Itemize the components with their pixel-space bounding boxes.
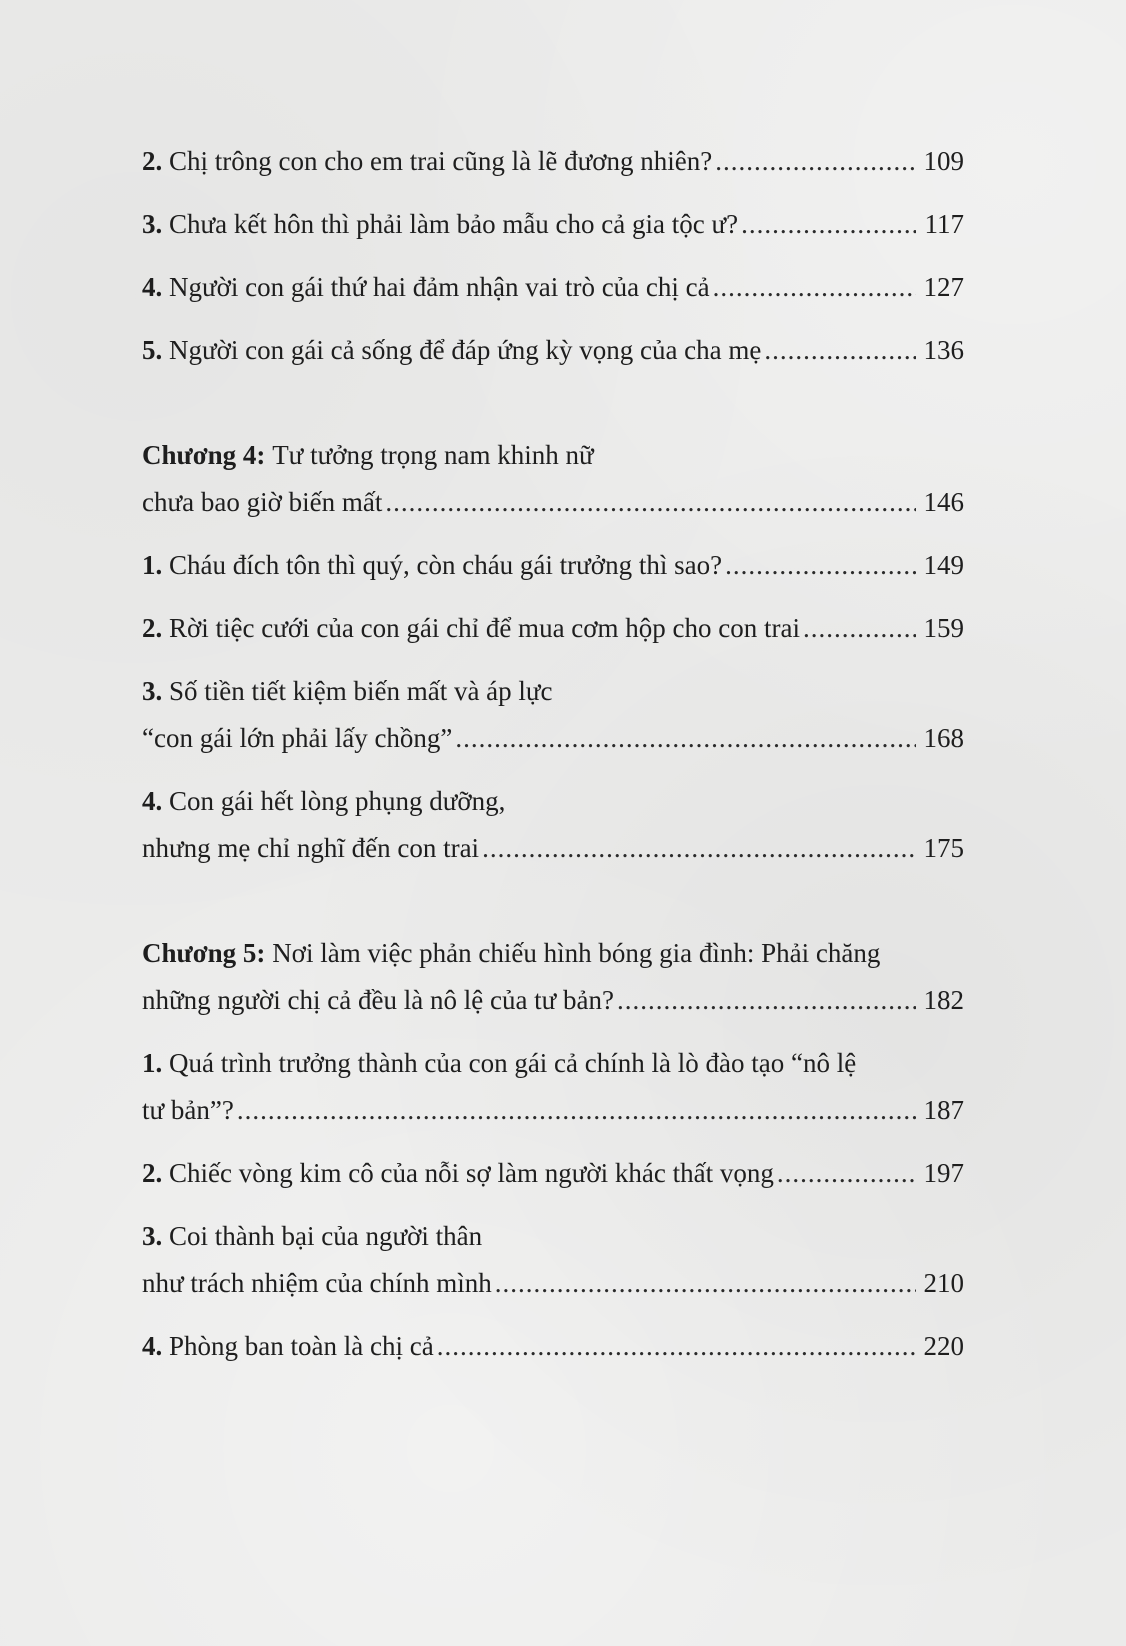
toc-line bbox=[142, 1213, 964, 1260]
toc-line bbox=[142, 605, 964, 652]
entry-number: 2. bbox=[142, 613, 163, 643]
page-number: 210 bbox=[923, 1268, 964, 1298]
toc-line bbox=[142, 542, 964, 589]
toc-entry bbox=[142, 327, 964, 374]
toc-line bbox=[142, 479, 964, 526]
entry-title: Rời tiệc cưới của con gái chỉ để mua cơm hộp cho con trai bbox=[169, 613, 801, 643]
dot-leader bbox=[713, 264, 916, 311]
entry-title-line2: “con gái lớn phải lấy chồng” bbox=[142, 723, 453, 753]
page-number: 197 bbox=[923, 1158, 964, 1188]
chapter-title-line2: những người chị cả đều là nô lệ của tư bản? bbox=[142, 985, 615, 1015]
table-of-contents bbox=[142, 138, 964, 1386]
page-number: 146 bbox=[923, 487, 964, 517]
chapter-title-line1: Nơi làm việc phản chiếu hình bóng gia đình: Phải chăng bbox=[272, 938, 881, 968]
entry-number: 1. bbox=[142, 550, 163, 580]
dot-leader bbox=[777, 1150, 916, 1197]
toc-line bbox=[142, 1323, 964, 1370]
dot-leader bbox=[715, 138, 916, 185]
entry-title-line2: tư bản”? bbox=[142, 1095, 234, 1125]
toc-entry bbox=[142, 1040, 964, 1134]
dot-leader bbox=[725, 542, 916, 589]
entry-number: 5. bbox=[142, 335, 163, 365]
entry-number: 4. bbox=[142, 1331, 163, 1361]
entry-title: Cháu đích tôn thì quý, còn cháu gái trưởng thì sao? bbox=[169, 550, 723, 580]
chapter-label: Chương 4: bbox=[142, 440, 266, 470]
toc-line bbox=[142, 977, 964, 1024]
page-number: 159 bbox=[923, 613, 964, 643]
dot-leader bbox=[437, 1323, 916, 1370]
toc-line bbox=[142, 668, 964, 715]
toc-entry bbox=[142, 1150, 964, 1197]
page-number: 117 bbox=[924, 209, 964, 239]
page-number: 187 bbox=[923, 1095, 964, 1125]
toc-line bbox=[142, 1260, 964, 1307]
entry-title-line1: Coi thành bại của người thân bbox=[169, 1221, 483, 1251]
entry-number: 3. bbox=[142, 1221, 163, 1251]
entry-number: 4. bbox=[142, 786, 163, 816]
toc-line bbox=[142, 432, 964, 479]
chapter-5-heading bbox=[142, 930, 964, 1024]
entry-title: Phòng ban toàn là chị cả bbox=[169, 1331, 434, 1361]
toc-entry bbox=[142, 605, 964, 652]
toc-line bbox=[142, 264, 964, 311]
entry-title-line1: Con gái hết lòng phụng dưỡng, bbox=[169, 786, 506, 816]
toc-entry bbox=[142, 264, 964, 311]
dot-leader bbox=[385, 479, 916, 526]
dot-leader bbox=[237, 1087, 916, 1134]
dot-leader bbox=[455, 715, 916, 762]
toc-line bbox=[142, 1087, 964, 1134]
chapter-title-line2: chưa bao giờ biến mất bbox=[142, 487, 383, 517]
toc-entry bbox=[142, 778, 964, 872]
toc-line bbox=[142, 778, 964, 825]
toc-line bbox=[142, 327, 964, 374]
entry-title-line1: Số tiền tiết kiệm biến mất và áp lực bbox=[169, 676, 553, 706]
dot-leader bbox=[803, 605, 916, 652]
page-number: 109 bbox=[923, 146, 964, 176]
page-number: 168 bbox=[923, 723, 964, 753]
entry-number: 4. bbox=[142, 272, 163, 302]
chapter-title-line1: Tư tưởng trọng nam khinh nữ bbox=[272, 440, 594, 470]
toc-entry bbox=[142, 542, 964, 589]
chapter-label: Chương 5: bbox=[142, 938, 266, 968]
chapter-4-heading bbox=[142, 432, 964, 526]
entry-title: Người con gái thứ hai đảm nhận vai trò của chị cả bbox=[169, 272, 710, 302]
dot-leader bbox=[617, 977, 916, 1024]
entry-number: 2. bbox=[142, 146, 163, 176]
toc-line bbox=[142, 715, 964, 762]
page-number: 136 bbox=[923, 335, 964, 365]
entry-number: 3. bbox=[142, 209, 163, 239]
entry-number: 3. bbox=[142, 676, 163, 706]
toc-line bbox=[142, 930, 964, 977]
entry-title: Người con gái cả sống để đáp ứng kỳ vọng của cha mẹ bbox=[169, 335, 762, 365]
toc-entry bbox=[142, 201, 964, 248]
entry-title: Chưa kết hôn thì phải làm bảo mẫu cho cả gia tộc ư? bbox=[169, 209, 739, 239]
entry-title-line1: Quá trình trưởng thành của con gái cả chính là lò đào tạo “nô lệ bbox=[169, 1048, 857, 1078]
toc-entry bbox=[142, 1213, 964, 1307]
entry-title: Chiếc vòng kim cô của nỗi sợ làm người khác thất vọng bbox=[169, 1158, 774, 1188]
entry-number: 2. bbox=[142, 1158, 163, 1188]
dot-leader bbox=[482, 825, 916, 872]
entry-title-line2: nhưng mẹ chỉ nghĩ đến con trai bbox=[142, 833, 480, 863]
dot-leader bbox=[764, 327, 916, 374]
page-number: 220 bbox=[923, 1331, 964, 1361]
dot-leader bbox=[741, 201, 916, 248]
entry-title-line2: như trách nhiệm của chính mình bbox=[142, 1268, 492, 1298]
toc-line bbox=[142, 138, 964, 185]
page-number: 175 bbox=[923, 833, 964, 863]
toc-line bbox=[142, 201, 964, 248]
toc-entry bbox=[142, 668, 964, 762]
toc-entry bbox=[142, 1323, 964, 1370]
page-number: 127 bbox=[923, 272, 964, 302]
entry-title: Chị trông con cho em trai cũng là lẽ đương nhiên? bbox=[169, 146, 713, 176]
toc-entry bbox=[142, 138, 964, 185]
toc-line bbox=[142, 825, 964, 872]
page-number: 149 bbox=[923, 550, 964, 580]
toc-line bbox=[142, 1150, 964, 1197]
entry-number: 1. bbox=[142, 1048, 163, 1078]
page-number: 182 bbox=[923, 985, 964, 1015]
dot-leader bbox=[495, 1260, 916, 1307]
toc-line bbox=[142, 1040, 964, 1087]
